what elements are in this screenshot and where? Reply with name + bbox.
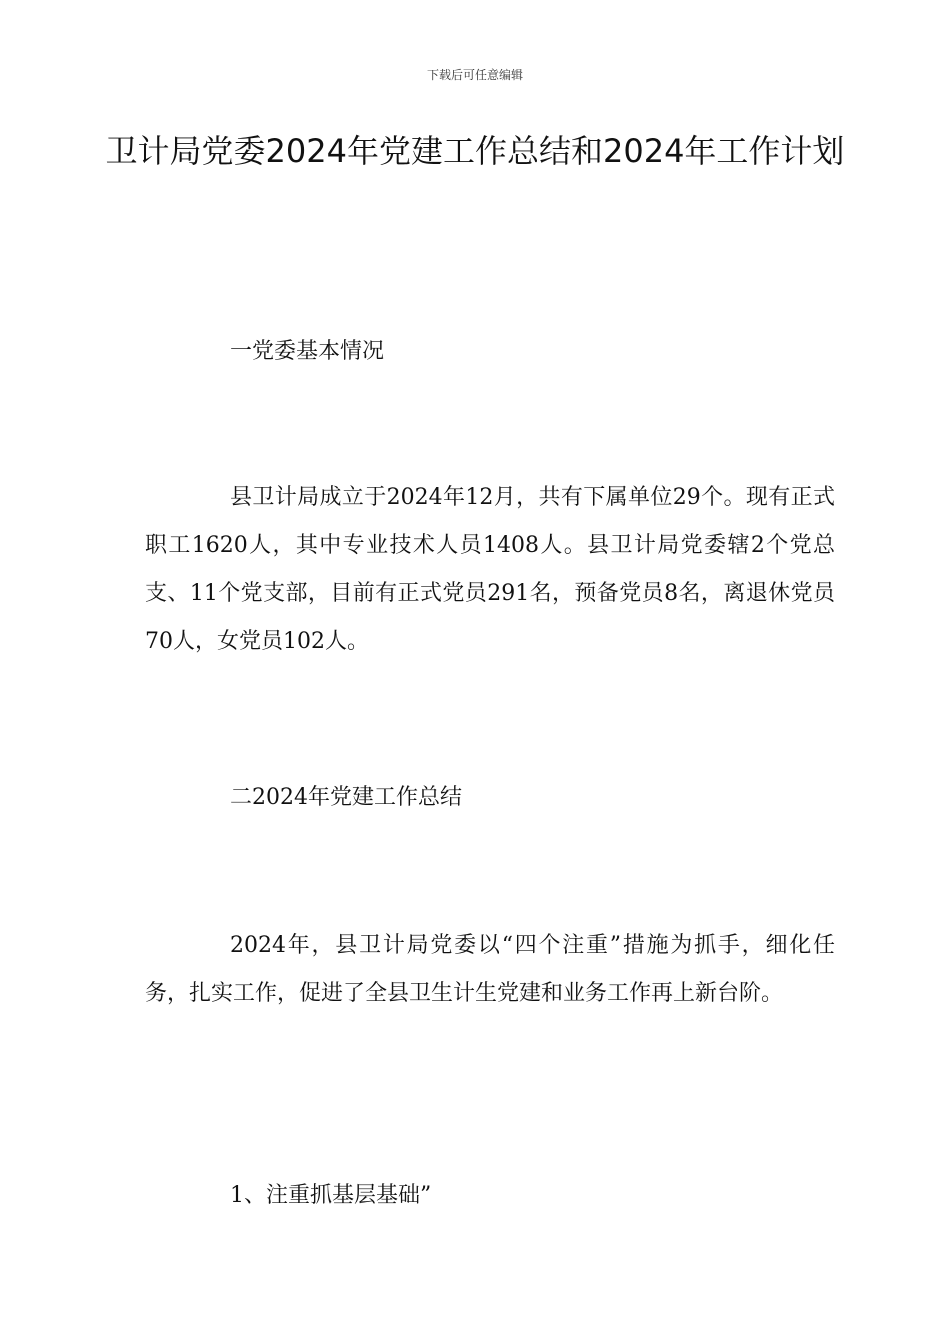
header-note: 下载后可任意编辑 bbox=[426, 68, 523, 82]
paragraph-work-summary: 2024年，县卫计局党委以“四个注重”措施为抓手，细化任务，扎实工作，促进了全县卫生计生党建和业务工作再上新台阶。 bbox=[145, 933, 835, 1006]
document-title: 卫计局党委2024年党建工作总结和2024年工作计划 bbox=[105, 132, 845, 170]
paragraph-basic-info: 县卫计局成立于2024年12月，共有下属单位29个。现有正式职工1620人，其中专业技术人员1408人。县卫计局党委辖2个党总支、11个党支部，目前有正式党员291名，预备党员8名，离退休党员70人，女党员102人。 bbox=[145, 485, 835, 654]
subsection-heading-grassroots: 1、注重抓基层基础” bbox=[230, 1183, 432, 1208]
section-heading-basic-info: 一党委基本情况 bbox=[230, 339, 385, 364]
section-heading-work-summary: 二2024年党建工作总结 bbox=[230, 785, 462, 810]
